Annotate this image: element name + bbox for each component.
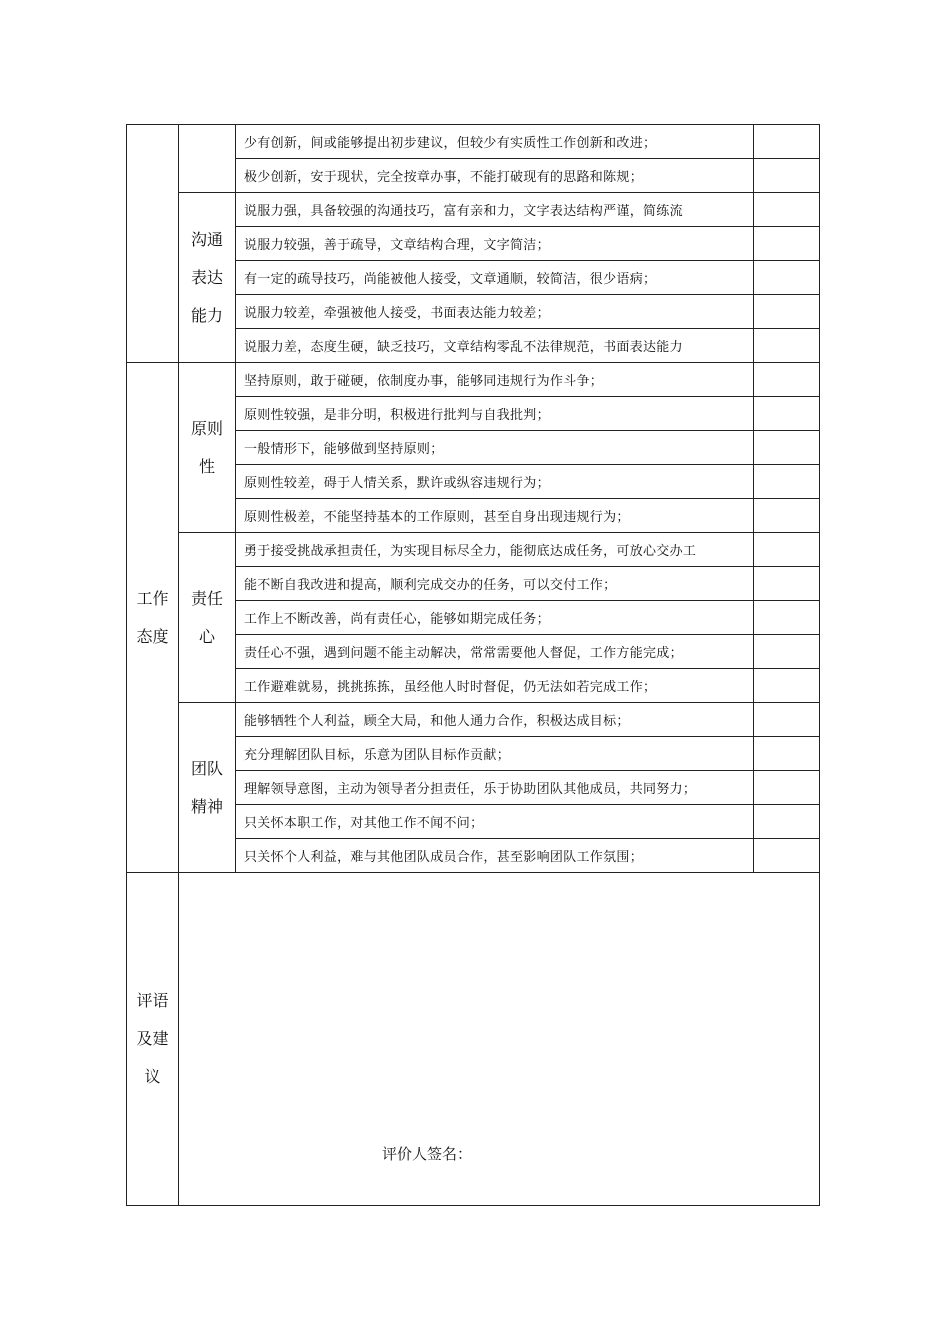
score-input-cell[interactable] xyxy=(754,193,820,227)
score-input-cell[interactable] xyxy=(754,465,820,499)
description-cell: 只关怀个人利益，难与其他团队成员合作，甚至影响团队工作氛围； xyxy=(236,839,754,873)
score-input-cell[interactable] xyxy=(754,839,820,873)
table-row xyxy=(127,533,820,567)
description-cell: 说服力较强，善于疏导，文章结构合理，文字简洁； xyxy=(236,227,754,261)
cell-text-line: 评语 xyxy=(136,991,169,1010)
description-cell: 少有创新，间或能够提出初步建议，但较少有实质性工作创新和改进； xyxy=(236,125,754,159)
description-cell: 工作避难就易，挑挑拣拣，虽经他人时时督促，仍无法如若完成工作； xyxy=(236,669,754,703)
score-input-cell[interactable] xyxy=(754,261,820,295)
criterion-cell xyxy=(179,363,236,533)
cell-text-line: 议 xyxy=(144,1067,161,1086)
criterion-cell xyxy=(179,125,236,193)
comments-area[interactable] xyxy=(179,873,820,1206)
score-input-cell[interactable] xyxy=(754,703,820,737)
score-input-cell[interactable] xyxy=(754,805,820,839)
cell-text-line: 及建 xyxy=(136,1029,169,1048)
score-input-cell[interactable] xyxy=(754,295,820,329)
cell-text-line: 性 xyxy=(198,456,215,476)
criterion-cell xyxy=(179,533,236,703)
form-body xyxy=(127,125,820,1206)
score-input-cell[interactable] xyxy=(754,669,820,703)
cell-text-line: 责任 xyxy=(190,588,223,608)
comments-label-cell xyxy=(127,873,179,1206)
table-row xyxy=(127,193,820,227)
description-cell: 极少创新，安于现状，完全按章办事，不能打破现有的思路和陈规； xyxy=(236,159,754,193)
description-cell: 说服力较差，牵强被他人接受，书面表达能力较差； xyxy=(236,295,754,329)
score-input-cell[interactable] xyxy=(754,227,820,261)
description-cell: 能够牺牲个人利益，顾全大局，和他人通力合作，积极达成目标； xyxy=(236,703,754,737)
description-cell: 充分理解团队目标，乐意为团队目标作贡献； xyxy=(236,737,754,771)
description-cell: 坚持原则，敢于碰硬，依制度办事，能够同违规行为作斗争； xyxy=(236,363,754,397)
description-cell: 原则性较差，碍于人情关系，默许或纵容违规行为； xyxy=(236,465,754,499)
score-input-cell[interactable] xyxy=(754,771,820,805)
description-cell: 原则性较强，是非分明，积极进行批判与自我批判； xyxy=(236,397,754,431)
table-row xyxy=(127,363,820,397)
criterion-cell xyxy=(179,193,236,363)
cell-text-line: 工作 xyxy=(136,588,169,608)
score-input-cell[interactable] xyxy=(754,499,820,533)
comments-row xyxy=(127,873,820,1206)
description-cell: 说服力强，具备较强的沟通技巧，富有亲和力，文字表达结构严谨，简练流 xyxy=(236,193,754,227)
cell-text-line: 心 xyxy=(198,626,215,646)
cell-text-line: 态度 xyxy=(136,626,169,646)
score-input-cell[interactable] xyxy=(754,567,820,601)
score-input-cell[interactable] xyxy=(754,329,820,363)
table-row xyxy=(127,125,820,159)
cell-text-line: 沟通 xyxy=(190,229,223,249)
cell-text-line: 原则 xyxy=(190,418,223,438)
description-cell: 勇于接受挑战承担责任，为实现目标尽全力，能彻底达成任务，可放心交办工 xyxy=(236,533,754,567)
description-cell: 有一定的疏导技巧，尚能被他人接受，文章通顺，较简洁，很少语病； xyxy=(236,261,754,295)
description-cell: 工作上不断改善，尚有责任心，能够如期完成任务； xyxy=(236,601,754,635)
cell-text-line: 表达 xyxy=(190,267,223,287)
description-cell: 能不断自我改进和提高，顺利完成交办的任务，可以交付工作； xyxy=(236,567,754,601)
description-cell: 一般情形下，能够做到坚持原则； xyxy=(236,431,754,465)
score-input-cell[interactable] xyxy=(754,363,820,397)
cell-text-line: 团队 xyxy=(190,758,223,778)
signature-label: 评价人签名： xyxy=(382,1145,473,1163)
description-cell: 说服力差，态度生硬，缺乏技巧，文章结构零乱不法律规范，书面表达能力 xyxy=(236,329,754,363)
evaluation-form-table xyxy=(126,124,820,1206)
category-cell xyxy=(127,125,179,363)
score-input-cell[interactable] xyxy=(754,397,820,431)
cell-text-line: 精神 xyxy=(190,796,223,816)
table-row xyxy=(127,703,820,737)
cell-text-line: 能力 xyxy=(190,305,223,325)
score-input-cell[interactable] xyxy=(754,533,820,567)
criterion-cell xyxy=(179,703,236,873)
score-input-cell[interactable] xyxy=(754,635,820,669)
description-cell: 原则性极差，不能坚持基本的工作原则，甚至自身出现违规行为； xyxy=(236,499,754,533)
category-cell xyxy=(127,363,179,873)
score-input-cell[interactable] xyxy=(754,737,820,771)
score-input-cell[interactable] xyxy=(754,431,820,465)
description-cell: 理解领导意图，主动为领导者分担责任，乐于协助团队其他成员，共同努力； xyxy=(236,771,754,805)
description-cell: 只关怀本职工作，对其他工作不闻不问； xyxy=(236,805,754,839)
score-input-cell[interactable] xyxy=(754,159,820,193)
score-input-cell[interactable] xyxy=(754,601,820,635)
score-input-cell[interactable] xyxy=(754,125,820,159)
description-cell: 责任心不强，遇到问题不能主动解决，常常需要他人督促，工作方能完成； xyxy=(236,635,754,669)
